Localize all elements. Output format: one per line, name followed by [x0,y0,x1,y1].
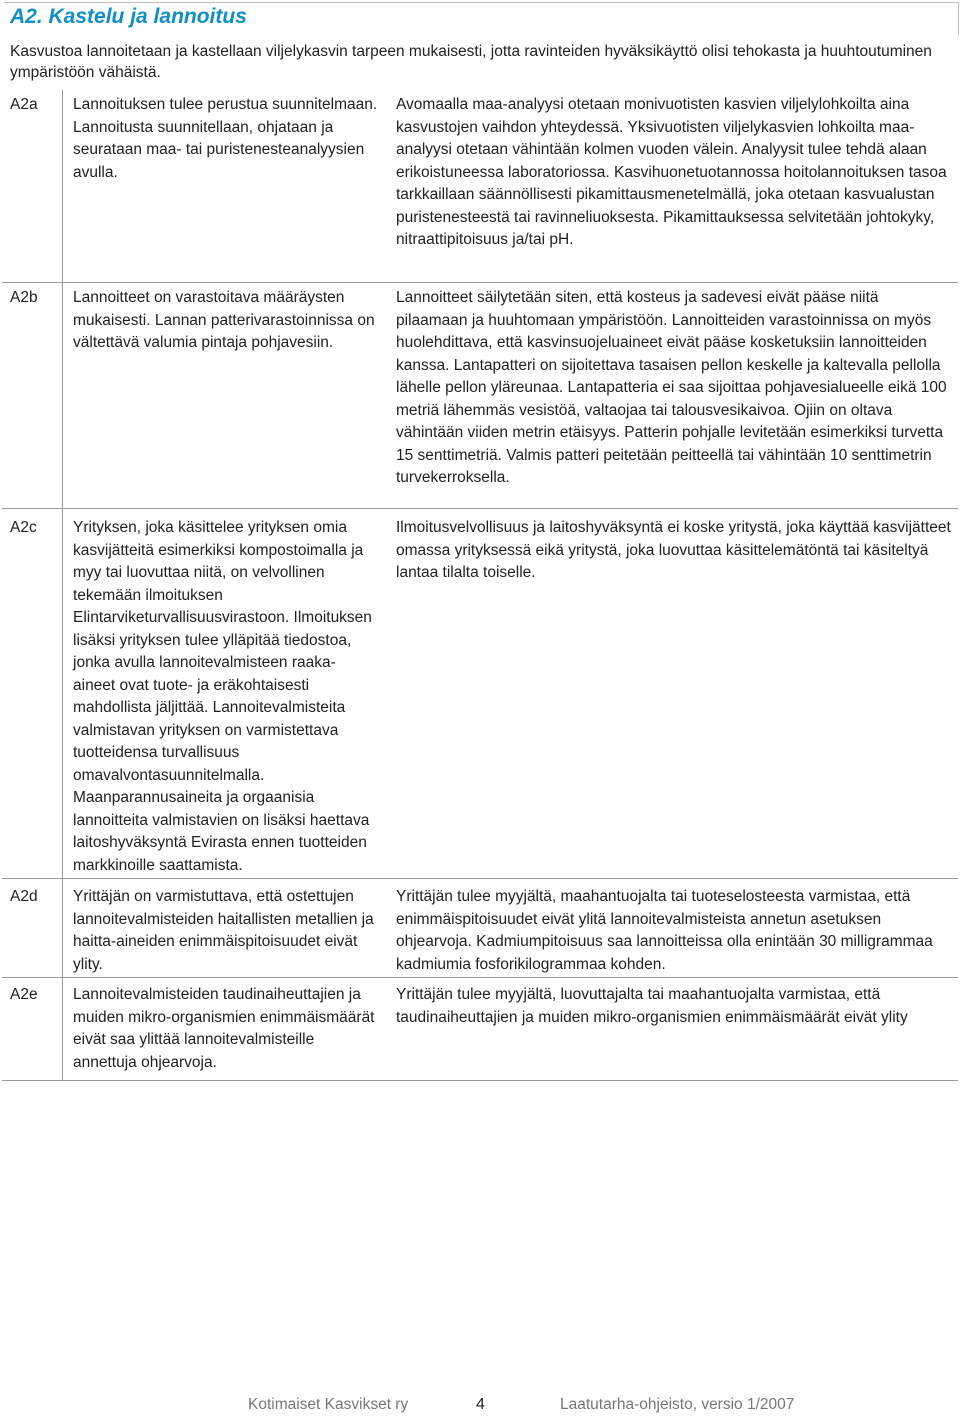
page-title: A2. Kastelu ja lannoitus [10,5,247,28]
row-guidance: Ilmoitusvelvollisuus ja laitoshyväksyntä ei koske yritystä, joka käyttää kasvijätteet omassa yrityksessä eikä yritystä, joka luovuttaa käsittelemätöntä tai käsiteltyä lantaa tilalta toiselle. [396,519,951,581]
column-divider [62,90,63,282]
table-row [2,508,958,879]
row-requirement: Yrittäjän on varmistuttava, että ostettujen lannoitevalmisteiden haitallisten metallien ja haitta-aineiden enimmäispitoisuudet eivät ylity. [73,888,374,973]
column-divider [62,977,63,1080]
intro-paragraph: Kasvustoa lannoitetaan ja kastellaan viljelykasvin tarpeen mukaisesti, jotta ravinteiden hyväksikäyttö olisi tehokasta ja huuhtoutuminen ympäristöön vähäistä. [10,43,932,81]
table-row [2,90,958,283]
row-code: A2e [10,986,38,1003]
column-divider [62,508,63,878]
row-requirement: Lannoitteet on varastoitava määräysten mukaisesti. Lannan patterivarastoinnissa on vältettävä valumia pintaja pohjavesiin. [73,289,375,351]
column-divider [62,878,63,977]
table-row [2,282,958,509]
column-divider [62,282,63,508]
row-requirement: Yrityksen, joka käsittelee yrityksen omia kasvijätteitä esimerkiksi kompostoimalla ja myy tai luovuttaa niitä, on velvollinen tekemään ilmoituksen Elintarviketurvallisuusvirastoon. Ilmoituksen lisäksi yrityksen tulee ylläpitää tiedostoa, jonka avulla lannoitevalmisteen raaka-aineet ovat tuote- ja eräkohtaisesti mahdollista jäljittää. Lannoitevalmisteita valmistavan yrityksen on varmistettava tuotteidensa turvallisuus omavalvontasuunnitelmalla. Maanparannusaineita ja orgaanisia lannoitteita valmistavien on lisäksi haettava laitoshyväksyntä Evirasta ennen tuotteiden markkinoille saattamista. [73,519,372,874]
row-code: A2c [10,519,37,536]
table-row [2,977,958,1081]
row-guidance: Avomaalla maa-analyysi otetaan monivuotisten kasvien viljelylohkoilta aina kasvustojen vaihdon yhteydessä. Yksivuotisten viljelykasvien lohkoilta maa-analyysi otetaan vähintään kolmen vuoden välein. Analyysit tulee tehdä alaan erikoistuneessa laboratoriossa. Kasvihuonetuotannossa hoitolannoituksen tasoa tarkkaillaan säännöllisesti pikamittausmenetelmällä, joka otetaan kasvualustan puristenesteestä tai ravinneliuoksesta. Pikamittauksessa selvitetään johtokyky, nitraattipitoisuus ja/tai pH. [396,96,947,248]
table-row [2,878,958,978]
footer-page-number: 4 [476,1396,485,1413]
row-guidance: Yrittäjän tulee myyjältä, maahantuojalta tai tuoteselosteesta varmistaa, että enimmäispitoisuudet eivät ylitä lannoitevalmisteista annetun asetuksen ohjearvoja. Kadmiumpitoisuus saa lannoitteissa olla enintään 30 milligrammaa kadmiumia fosforikilogrammaa kohden. [396,888,933,973]
row-requirement: Lannoitevalmisteiden taudinaiheuttajien ja muiden mikro-organismien enimmäismäärät eivät saa ylittää lannoitevalmisteille annettuja ohjearvoja. [73,986,375,1071]
row-guidance: Yrittäjän tulee myyjältä, luovuttajalta tai maahantuojalta varmistaa, että taudinaiheuttajien ja muiden mikro-organismien enimmäismäärät eivät ylity [396,986,908,1026]
row-guidance: Lannoitteet säilytetään siten, että kosteus ja sadevesi eivät pääse niitä pilaamaan ja huuhtomaan ympäristöön. Lannoitteiden varastoinnissa on myös huolehdittava, että kasvinsuojeluaineet eivät pääse kosketuksiin lannoitteiden kanssa. Lantapatteri on sijoitettava tasaisen pellon keskelle ja kaltevalla pellolla lähelle pellon yläreunaa. Lantapatteria ei saa sijoittaa pohjavesialueelle eikä 100 metriä lähemmäs vesistöä, valtaojaa tai talousvesikaivoa. Ojiin on oltava vähintään viiden metrin etäisyys. Patterin pohjalle levitetään esimerkiksi turvetta 15 senttimetriä. Valmis patteri peitetään peitteellä tai vähintään 10 senttimetrin turvekerroksella. [396,289,947,486]
footer-document-title: Laatutarha-ohjeisto, versio 1/2007 [560,1396,795,1413]
row-code: A2d [10,888,38,905]
row-code: A2a [10,96,38,113]
footer-organization: Kotimaiset Kasvikset ry [248,1396,409,1413]
row-requirement: Lannoituksen tulee perustua suunnitelmaan. Lannoitusta suunnitellaan, ohjataan ja seurataan maa- tai puristenesteanalyysien avulla. [73,96,378,181]
row-code: A2b [10,289,38,306]
